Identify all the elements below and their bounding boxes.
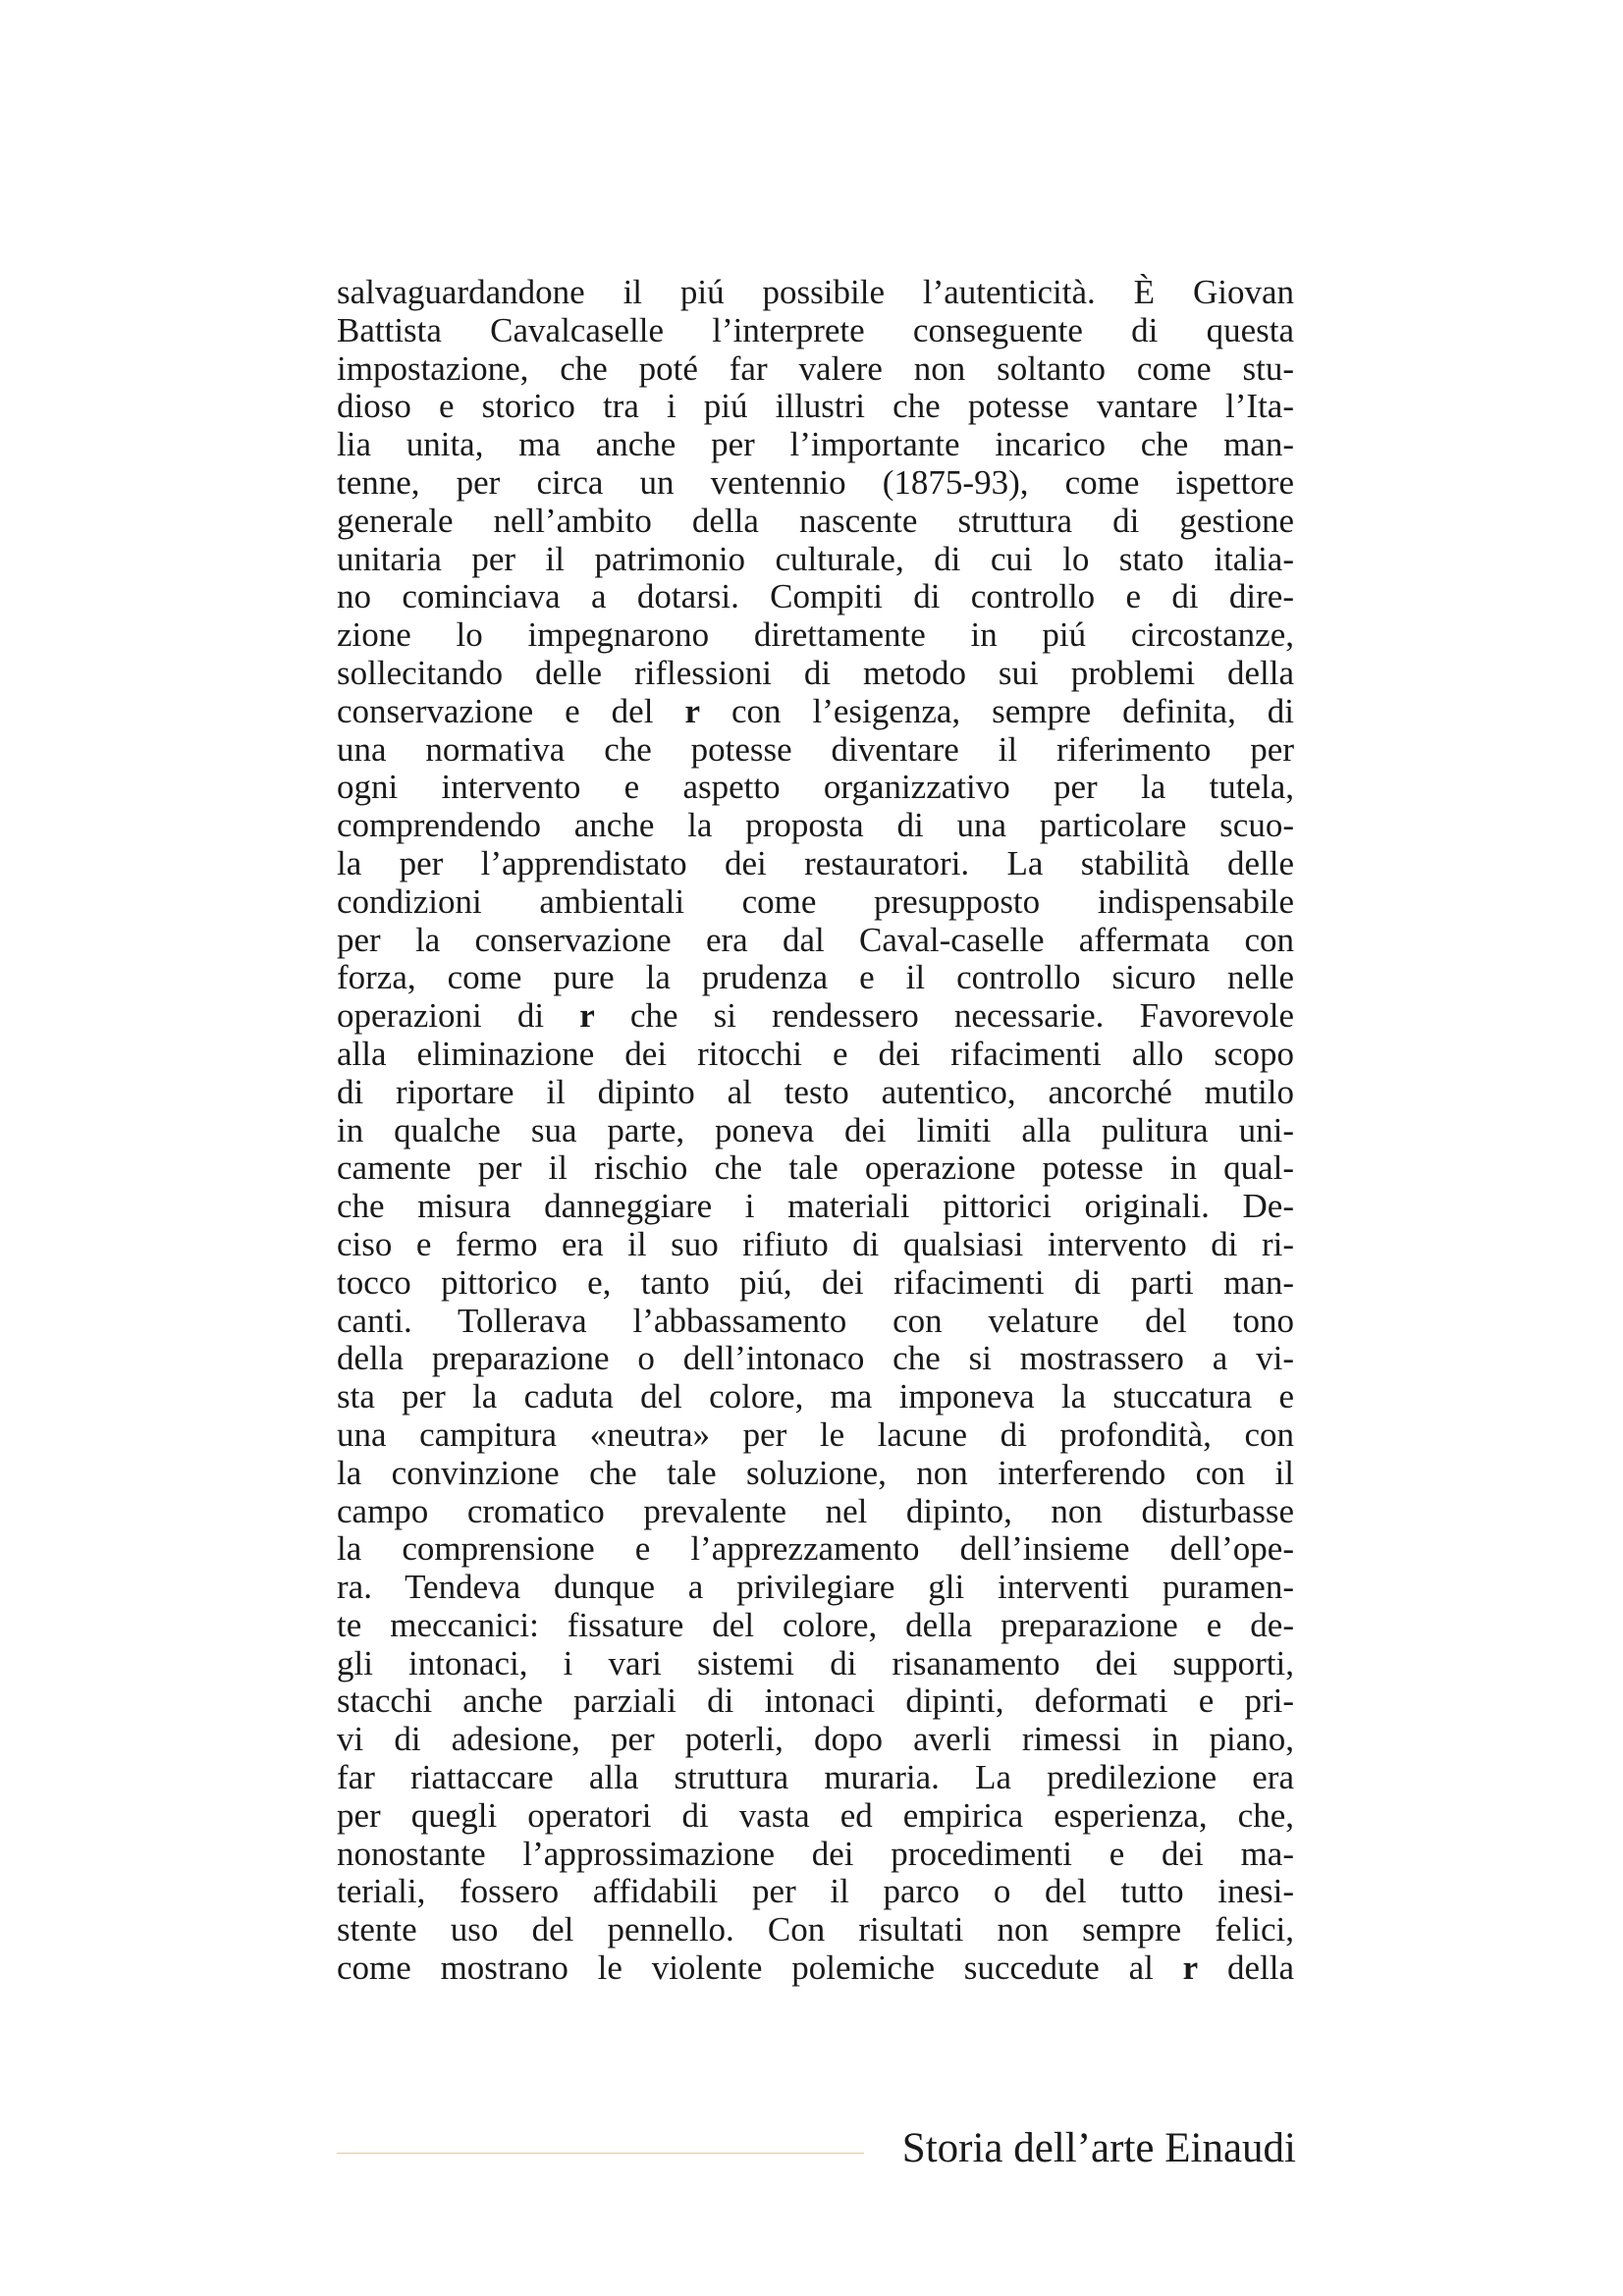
text-line: far riattaccare alla struttura muraria. La predilezione era <box>337 1758 1294 1797</box>
text-line: teriali, fossero affidabili per il parco o del tutto inesi- <box>337 1872 1294 1911</box>
text-line: della preparazione o dell’intonaco che si mostrassero a vi- <box>337 1339 1294 1378</box>
text-line: condizioni ambientali come presupposto indispensabile <box>337 881 1294 921</box>
text-line: la comprensione e l’apprezzamento dell’insieme dell’ope- <box>337 1529 1294 1569</box>
text-line: stacchi anche parziali di intonaci dipinti, deformati e pri- <box>337 1682 1294 1721</box>
text-line: forza, come pure la prudenza e il controllo sicuro nelle <box>337 958 1294 997</box>
text-line: alla eliminazione dei ritocchi e dei rifacimenti allo scopo <box>337 1034 1294 1073</box>
body-text <box>337 274 1294 1988</box>
text-line: campo cromatico prevalente nel dipinto, non disturbasse <box>337 1491 1294 1530</box>
text-line: una normativa che potesse diventare il riferimento per <box>337 729 1294 769</box>
text-line: la convinzione che tale soluzione, non interferendo con il <box>337 1453 1294 1492</box>
text-line: zione lo impegnarono direttamente in piú circostanze, <box>337 615 1294 655</box>
text-line: ra. Tendeva dunque a privilegiare gli interventi puramen- <box>337 1568 1294 1607</box>
text-line: unitaria per il patrimonio culturale, di cui lo stato italia- <box>337 539 1294 578</box>
text-line: operazioni di r che si rendessero necessarie. Favorevole <box>337 996 1295 1036</box>
abbreviation-r: r <box>684 691 700 730</box>
text-line: come mostrano le violente polemiche succedute al r della <box>337 1949 1295 1988</box>
text-line: canti. Tollerava l’abbassamento con velature del tono <box>337 1301 1294 1340</box>
text-line: salvaguardandone il piú possibile l’autenticità. È Giovan <box>337 273 1294 311</box>
text-line: tenne, per circa un ventennio (1875-93), come ispettore <box>337 462 1294 502</box>
text-line: in qualche sua parte, poneva dei limiti alla pulitura uni- <box>337 1110 1294 1149</box>
text-line: conservazione e del r con l’esigenza, sempre definita, di <box>337 691 1295 730</box>
text-line: lia unita, ma anche per l’importante incarico che man- <box>337 425 1294 464</box>
text-line: ogni intervento e aspetto organizzativo per la tutela, <box>337 768 1294 807</box>
text-line: vi di adesione, per poterli, dopo averli rimessi in piano, <box>337 1720 1294 1759</box>
text-line: sollecitando delle riflessioni di metodo sui problemi della <box>337 653 1294 692</box>
text-line: la per l’apprendistato dei restauratori. La stabilità delle <box>337 843 1294 882</box>
text-line: che misura danneggiare i materiali pittorici originali. De- <box>337 1187 1294 1226</box>
text-line: tocco pittorico e, tanto piú, dei rifacimenti di parti man- <box>337 1262 1294 1302</box>
text-line: impostazione, che poté far valere non soltanto come stu- <box>337 348 1294 388</box>
text-line: generale nell’ambito della nascente struttura di gestione <box>337 501 1294 540</box>
footer-title: Storia dell’arte Einaudi <box>901 2125 1296 2171</box>
text-line: stente uso del pennello. Con risultati non sempre felici, <box>337 1910 1294 1949</box>
text-line: di riportare il dipinto al testo autentico, ancorché mutilo <box>337 1072 1294 1111</box>
abbreviation-r: r <box>1182 1949 1199 1988</box>
text-line: Battista Cavalcaselle l’interprete conseguente di questa <box>337 310 1294 349</box>
text-line: per la conservazione era dal Caval-caselle affermata con <box>337 920 1294 959</box>
text-line: dioso e storico tra i piú illustri che potesse vantare l’Ita- <box>337 387 1294 426</box>
text-line: gli intonaci, i vari sistemi di risanamento dei supporti, <box>337 1643 1294 1682</box>
text-line: camente per il rischio che tale operazione potesse in qual- <box>337 1148 1294 1188</box>
abbreviation-r: r <box>579 996 595 1036</box>
text-line: sta per la caduta del colore, ma imponeva la stuccatura e <box>337 1377 1294 1416</box>
text-line: nonostante l’approssimazione dei procedimenti e dei ma- <box>337 1834 1294 1873</box>
text-line: una campitura «neutra» per le lacune di profondità, con <box>337 1415 1294 1454</box>
text-line: no cominciava a dotarsi. Compiti di controllo e di dire- <box>337 577 1294 616</box>
footer-rule <box>337 2153 864 2154</box>
text-line: ciso e fermo era il suo rifiuto di qualsiasi intervento di ri- <box>337 1224 1294 1263</box>
text-line: per quegli operatori di vasta ed empirica esperienza, che, <box>337 1795 1294 1835</box>
text-line: te meccanici: fissature del colore, della preparazione e de- <box>337 1605 1294 1644</box>
text-line: comprendendo anche la proposta di una particolare scuo- <box>337 806 1294 845</box>
